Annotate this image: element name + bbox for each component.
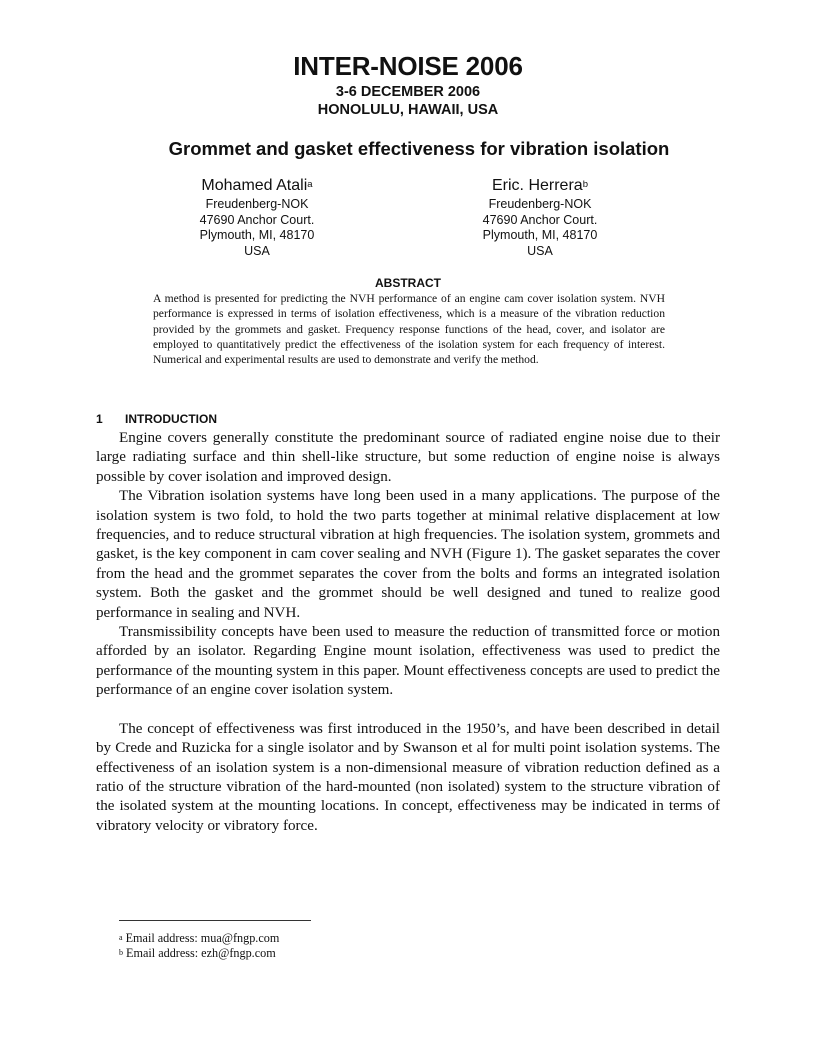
- author-block: [410, 175, 670, 259]
- author-country: USA: [244, 243, 270, 258]
- footnote-divider: [119, 920, 311, 921]
- footnote-text: Email address: ezh@fngp.com: [126, 946, 276, 960]
- author-name: Mohamed Atali$^a$: [201, 177, 313, 194]
- section-body: [96, 429, 720, 836]
- body-paragraph: The Vibration isolation systems have long been used in a many applications. The purpose of the isolation system is two fold, to hold the two parts together at minimal relative displacement at low frequencies, and to reduce structural vibration at high frequencies. The isolation system, grommets and gasket, is the key component in cam cover sealing and NVH (Figure 1). The gasket separates the cover from the head and the grommet separates the cover from the bolts and forms an integrated isolation system. Both the gasket and the grommet should be well designed and tuned to realize good performance in sealing and NVH.: [96, 488, 720, 621]
- body-paragraph: Engine covers generally constitute the predominant source of radiated engine noise due to their large radiating surface and thin shell-like structure, but some reduction of engine noise is always possible by cover isolation and improved design.: [96, 430, 720, 485]
- abstract-heading: ABSTRACT: [375, 276, 441, 290]
- author-street: 47690 Anchor Court.: [482, 212, 598, 227]
- section-title: INTRODUCTION: [125, 412, 217, 426]
- author-block: [127, 175, 387, 259]
- body-paragraph: Transmissibility concepts have been used to measure the reduction of transmitted force or motion afforded by an isolator. Regarding Engine mount isolation, effectiveness was used to predict the performance of the mounting system in this paper. Mount effectiveness concepts are used to predict the performance of an engine cover isolation system.: [96, 624, 720, 699]
- conference-date: 3-6 DECEMBER 2006: [335, 84, 481, 100]
- author-footnote-mark: b: [582, 179, 588, 190]
- conference-title: INTER-NOISE 2006: [293, 51, 523, 81]
- author-city: Plymouth, MI, 48170: [482, 228, 598, 242]
- conference-location: HONOLULU, HAWAII, USA: [317, 102, 499, 118]
- author-name: Eric. Herrera$^b$: [492, 177, 588, 194]
- author-footnote-mark: a: [307, 179, 313, 190]
- footnote: [119, 946, 276, 961]
- abstract-text: A method is presented for predicting the NVH performance of an engine cam cover isolation system. NVH performance is expressed in terms of isolation effectiveness, which is a measure of the vibration reduction provided by the grommets and gasket. Frequency response functions of the head, cover, and isolator are employed to quantitatively predict the effectiveness of the isolation system for each frequency of interest. Numerical and experimental results are used to demonstrate and verify the method.: [153, 292, 665, 367]
- section-heading: [96, 412, 217, 426]
- body-paragraph: The concept of effectiveness was first introduced in the 1950’s, and have been described in detail by Crede and Ruzicka for a single isolator and by Swanson et al for multi point isolation systems. The effectiveness of an isolation system is a non-dimensional measure of vibration reduction defined as a ratio of the structure vibration of the hard-mounted (non isolated) system to the structure vibration of the isolated system at the mounting locations. In concept, effectiveness may be indicated in terms of vibratory velocity or vibratory force.: [96, 720, 720, 834]
- footnote-mark: a: [119, 933, 123, 942]
- footnote-text: Email address: mua@fngp.com: [125, 931, 280, 945]
- author-affiliation: Freudenberg-NOK: [488, 197, 592, 211]
- author-city: Plymouth, MI, 48170: [199, 228, 315, 242]
- footnote-mark: b: [119, 948, 123, 957]
- author-affiliation: Freudenberg-NOK: [205, 197, 309, 211]
- footnote: [119, 931, 279, 946]
- author-street: 47690 Anchor Court.: [199, 212, 315, 227]
- section-number: 1: [96, 412, 103, 426]
- author-country: USA: [527, 243, 553, 258]
- paper-title: Grommet and gasket effectiveness for vibration isolation: [168, 138, 670, 159]
